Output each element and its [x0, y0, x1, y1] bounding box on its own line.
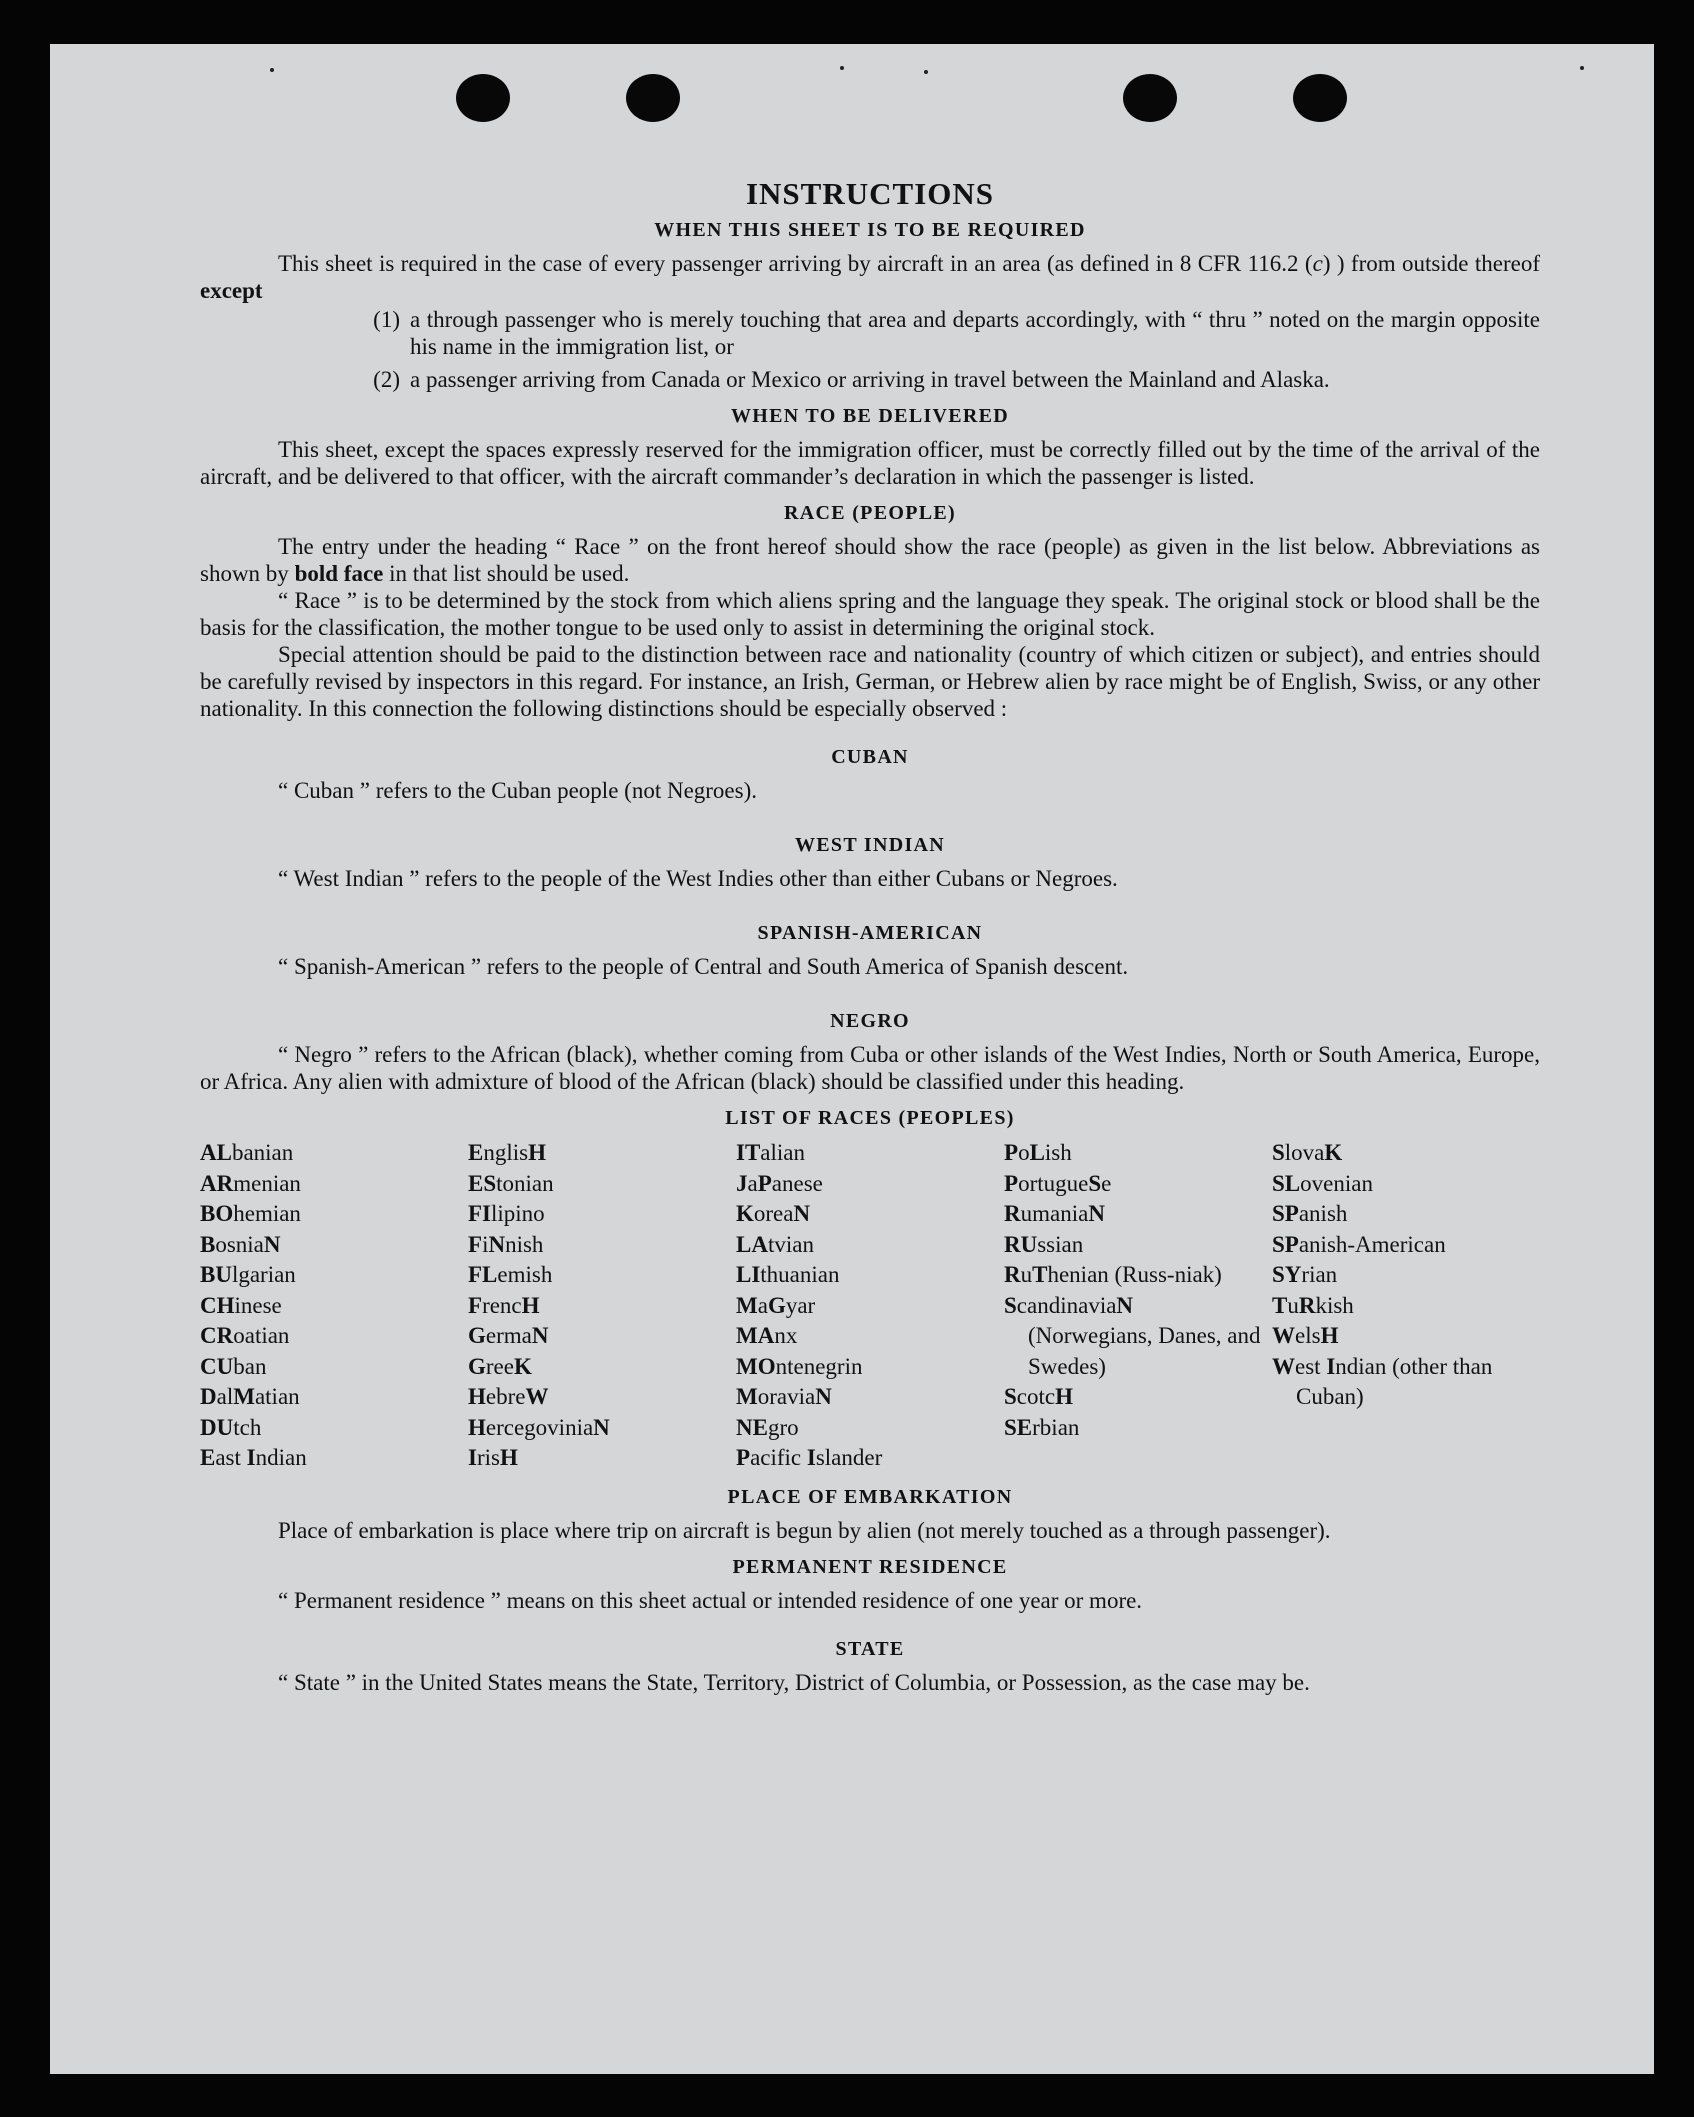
exception-item-1: (1) a through passenger who is merely touching that area and departs accordingly, with “ thru ” noted on the margin opposite his name in the immigration list, or	[373, 307, 1540, 359]
heading-permanent-residence: PERMANENT RESIDENCE	[732, 1555, 1008, 1578]
race-entry: LAtvian	[736, 1231, 814, 1257]
race-entry: LIthuanian	[736, 1262, 840, 1287]
race-entry: SlovaK	[1272, 1140, 1343, 1165]
race-entry: Pacific Islander	[736, 1445, 883, 1470]
race-entry: KoreaN	[736, 1201, 811, 1226]
speck	[840, 66, 844, 70]
page-title: INSTRUCTIONS	[745, 176, 994, 211]
race-entry: BUlgarian	[200, 1262, 296, 1287]
required-intro: This sheet is required in the case of every passenger arriving by aircraft in an area (as defined in 8 CFR 116.2 (c) ) from outside thereof except	[200, 251, 1540, 303]
race-entry: GermaN	[468, 1323, 549, 1348]
race-entry: RuThenian (Russ-niak)	[1004, 1262, 1222, 1287]
west-indian-text: “ West Indian ” refers to the people of the West Indies other than either Cubans or Negroes.	[278, 866, 1118, 891]
race-entry: ALbanian	[200, 1140, 294, 1165]
race-entry: ScandinaviaN (Norwegians, Danes, and Swedes)	[1004, 1292, 1261, 1379]
race-entry: CRoatian	[200, 1323, 290, 1348]
race-column	[468, 1138, 736, 1474]
speck	[270, 68, 274, 72]
race-entry: ScotcH	[1004, 1384, 1073, 1409]
race-entry: FLemish	[468, 1262, 553, 1287]
race-entry: FrencH	[468, 1292, 540, 1318]
race-entry: MoraviaN	[736, 1384, 832, 1409]
negro-text: “ Negro ” refers to the African (black), whether coming from Cuba or other islands of the West Indies, North or South America, Europe, or Africa. Any alien with admixture of blood of the African (black) should be classified under this heading.	[200, 1042, 1540, 1094]
race-entry: EStonian	[468, 1170, 554, 1196]
heading-when-delivered: WHEN TO BE DELIVERED	[730, 405, 1010, 427]
race-entry: ARmenian	[200, 1170, 301, 1196]
race-entry: PoLish	[1004, 1140, 1072, 1165]
race-entry: MaGyar	[736, 1292, 816, 1318]
spanish-american-text: “ Spanish-American ” refers to the people of Central and South America of Spanish descent.	[278, 954, 1129, 979]
heading-west-indian: WEST INDIAN	[794, 834, 946, 856]
race-entry: SPanish	[1272, 1201, 1348, 1226]
race-entry: HebreW	[468, 1384, 549, 1409]
race-entry: PortugueSe	[1004, 1170, 1112, 1196]
heading-embarkation: PLACE OF EMBARKATION	[727, 1485, 1013, 1508]
race-paragraph-2: “ Race ” is to be determined by the stock from which aliens spring and the language they speak. The original stock or blood shall be the basis for the classification, the mother tongue to be used only to assist in determining the original stock.	[200, 588, 1540, 640]
race-entry: BosniaN	[200, 1231, 281, 1257]
race-entry: SPanish-American	[1272, 1231, 1446, 1257]
heading-list-of-races: LIST OF RACES (PEOPLES)	[725, 1107, 1015, 1129]
race-entry: GreeK	[468, 1353, 532, 1379]
race-entry: MAnx	[736, 1323, 798, 1348]
race-entry: NEgro	[736, 1414, 799, 1440]
document-sheet	[50, 44, 1654, 2074]
race-list	[200, 1138, 1540, 1474]
cuban-text: “ Cuban ” refers to the Cuban people (not Negroes).	[278, 778, 758, 803]
race-entry: ITalian	[736, 1140, 805, 1165]
instructions-content	[200, 176, 1540, 1696]
heading-when-required: WHEN THIS SHEET IS TO BE REQUIRED	[654, 219, 1086, 241]
race-entry: EnglisH	[468, 1140, 546, 1165]
state-text: “ State ” in the United States means the State, Territory, District of Columbia, or Possession, as the case may be.	[278, 1669, 1310, 1695]
race-entry: FIlipino	[468, 1201, 545, 1226]
race-entry: FiNnish	[468, 1231, 544, 1257]
race-entry: SLovenian	[1272, 1170, 1373, 1196]
heading-cuban: CUBAN	[831, 746, 909, 768]
race-entry: IrisH	[468, 1445, 518, 1470]
exception-item-2: (2) a passenger arriving from Canada or Mexico or arriving in travel between the Mainland and Alaska.	[373, 367, 1330, 392]
race-entry: TuRkish	[1272, 1292, 1354, 1318]
race-entry: West Indian (other than Cuban)	[1272, 1353, 1493, 1409]
race-column	[200, 1138, 468, 1474]
race-entry: HercegoviniaN	[468, 1414, 610, 1440]
heading-negro: NEGRO	[830, 1010, 910, 1032]
punch-hole	[1293, 74, 1347, 122]
punch-hole	[626, 74, 680, 122]
race-entry: CHinese	[200, 1292, 282, 1318]
race-column	[736, 1138, 1004, 1474]
speck	[1580, 66, 1584, 70]
heading-race: RACE (PEOPLE)	[784, 502, 956, 524]
race-entry: MOntenegrin	[736, 1353, 863, 1379]
speck	[924, 70, 928, 74]
race-paragraph-1: The entry under the heading “ Race ” on the front hereof should show the race (people) as given in the list below. Abbreviations as shown by bold face in that list should be used.	[200, 534, 1540, 586]
race-entry: DalMatian	[200, 1384, 300, 1409]
race-column	[1272, 1138, 1540, 1474]
race-entry: RumaniaN	[1004, 1201, 1105, 1226]
race-entry: JaPanese	[736, 1170, 823, 1196]
race-entry: RUssian	[1004, 1231, 1084, 1257]
race-entry: CUban	[200, 1353, 267, 1379]
embarkation-text: Place of embarkation is place where trip on aircraft is begun by alien (not merely touched as a through passenger).	[278, 1517, 1331, 1543]
delivered-text: This sheet, except the spaces expressly reserved for the immigration officer, must be correctly filled out by the time of the arrival of the aircraft, and be delivered to that officer, with the aircraft commander’s declaration in which the passenger is listed.	[200, 437, 1540, 489]
residence-text: “ Permanent residence ” means on this sheet actual or intended residence of one year or more.	[278, 1587, 1143, 1613]
race-entry: BOhemian	[200, 1201, 301, 1226]
race-paragraph-3: Special attention should be paid to the distinction between race and nationality (country of which citizen or subject), and entries should be carefully revised by inspectors in this regard. For instance, an Irish, German, or Hebrew alien by race might be of English, Swiss, or any other nationality. In this connection the following distinctions should be especially observed :	[200, 642, 1540, 721]
punch-hole	[456, 74, 510, 122]
race-entry: SYrian	[1272, 1262, 1338, 1287]
race-entry: East Indian	[200, 1445, 307, 1470]
race-entry: WelsH	[1272, 1323, 1339, 1348]
heading-state: STATE	[835, 1637, 905, 1660]
race-entry: DUtch	[200, 1414, 262, 1440]
race-column	[1004, 1138, 1272, 1474]
punch-hole	[1123, 74, 1177, 122]
heading-spanish-american: SPANISH-AMERICAN	[757, 922, 983, 944]
race-entry: SErbian	[1004, 1414, 1080, 1440]
